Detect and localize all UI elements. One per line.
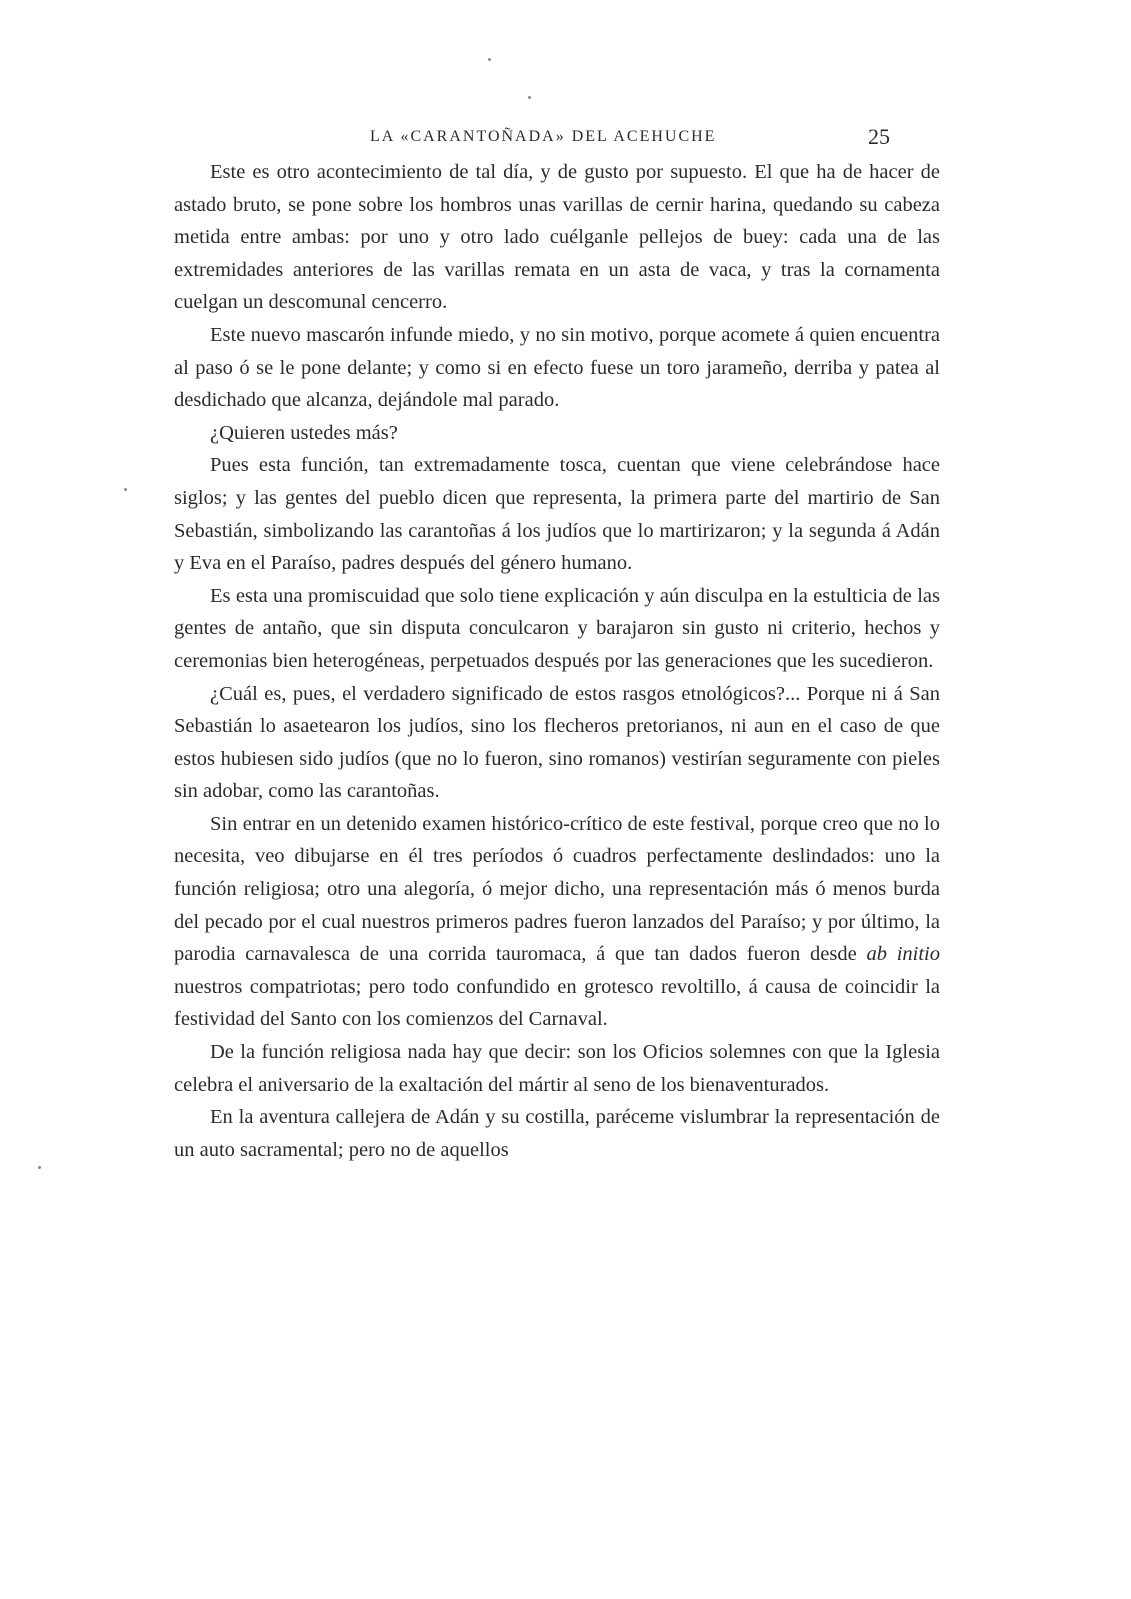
- speck-mark: [124, 488, 127, 491]
- paragraph-8: De la función religiosa nada hay que decir: son los Oficios solemnes con que la Iglesia celebra el aniversario de la exaltación del mártir al seno de los bienaventurados.: [174, 1041, 940, 1096]
- header-title: LA «CARANTOÑADA» DEL ACEHUCHE: [370, 128, 717, 145]
- paragraph-6: ¿Cuál es, pues, el verdadero significado de estos rasgos etnológicos?... Porque ni á San Sebastián lo asaetearon los judíos, sino los flecheros pretorianos, ni aun en el caso de que estos hubiesen sido judíos (que no lo fueron, sino romanos) vestirían seguramente con pieles sin adobar, como las carantoñas.: [174, 682, 940, 803]
- running-header: [170, 124, 950, 156]
- body-text: [174, 156, 940, 1166]
- paragraph-9: En la aventura callejera de Adán y su costilla, paréceme vislumbrar la representación de un auto sacramental; pero no de aquellos: [174, 1106, 940, 1161]
- speck-mark: [488, 58, 491, 61]
- paragraph-4: Pues esta función, tan extremadamente tosca, cuentan que viene celebrándose hace siglos; y las gentes del pueblo dicen que representa, la primera parte del martirio de San Sebastián, simbolizando las carantoñas á los judíos que lo martirizaron; y la segunda á Adán y Eva en el Paraíso, padres después del género humano.: [174, 454, 940, 575]
- speck-mark: [38, 1166, 41, 1169]
- paragraph-5: Es esta una promiscuidad que solo tiene explicación y aún disculpa en la estulticia de las gentes de antaño, que sin disputa conculcaron y barajaron sin gusto ni criterio, hechos y ceremonias bien heterogéneas, perpetuados después por las generaciones que les sucedieron.: [174, 584, 940, 672]
- page-number: 25: [868, 124, 890, 149]
- paragraph-7-after: nuestros compatriotas; pero todo confundido en grotesco revoltillo, á causa de coincidir la festividad del Santo con los comienzos del Carnaval.: [174, 975, 940, 1031]
- paragraph-3: ¿Quieren ustedes más?: [210, 421, 398, 444]
- paragraph-2: Este nuevo mascarón infunde miedo, y no sin motivo, porque acomete á quien encuentra al paso ó se le pone delante; y como si en efecto fuese un toro jarameño, derriba y patea al desdichado que alcanza, dejándole mal parado.: [174, 323, 940, 412]
- paragraph-7: [174, 808, 940, 1036]
- paragraph-7-text: Sin entrar en un detenido examen histórico-crítico de este festival, porque creo que no lo necesita, veo dibujarse en él tres períodos ó cuadros perfectamente deslindados: uno la función religiosa; otro una alegoría, ó mejor dicho, una representación más ó menos burda del pecado por el cual nuestros primeros padres fueron lanzados del Paraíso; y por último, la parodia carnavalesca de una corrida tauromaca, á que tan dados fueron desde: [174, 812, 940, 966]
- paragraph-1: Este es otro acontecimiento de tal día, y de gusto por supuesto. El que ha de hacer de astado bruto, se pone sobre los hombros unas varillas de cernir harina, quedando su cabeza metida entre ambas: por uno y otro lado cuélganle pellejos de buey: cada una de las extremidades anteriores de las varillas remata en un asta de vaca, y tras la cornamenta cuelgan un descomunal cencerro.: [174, 161, 940, 314]
- speck-mark: [528, 96, 531, 99]
- paragraph-7-italic: ab initio: [866, 943, 940, 966]
